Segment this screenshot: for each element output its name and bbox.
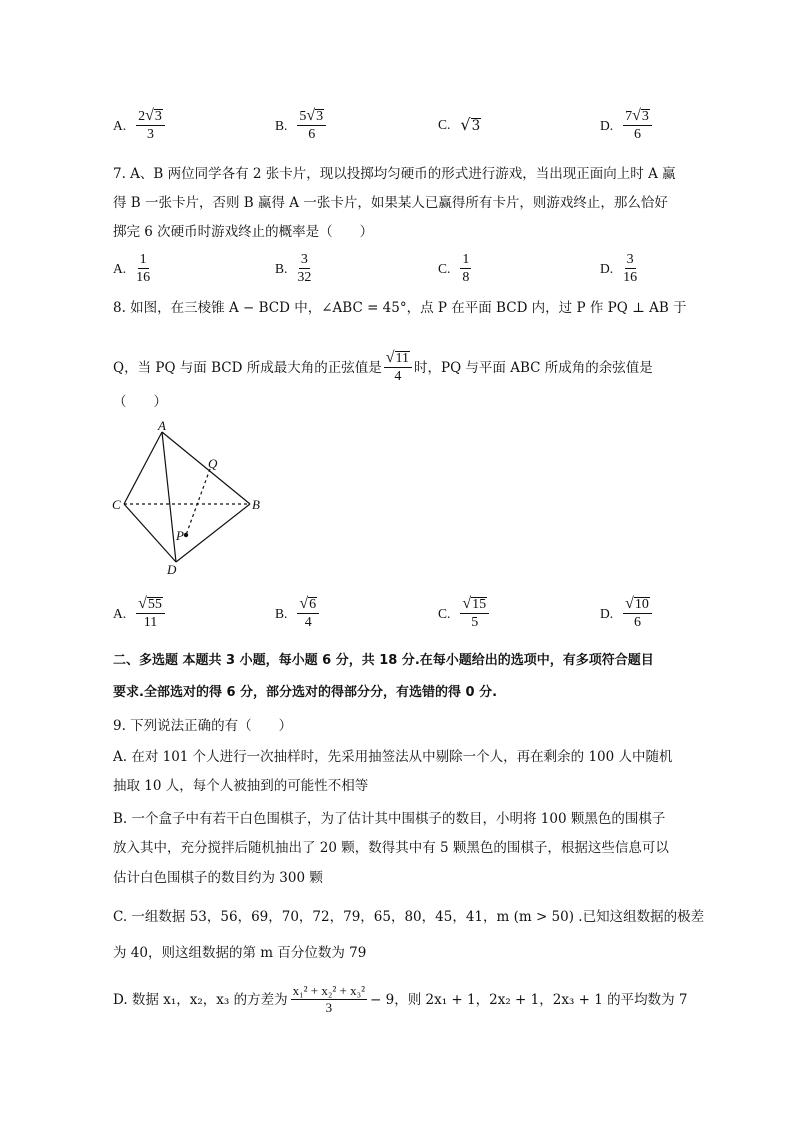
denominator: 16 bbox=[623, 270, 638, 285]
option-value bbox=[136, 108, 165, 143]
edge-AC bbox=[124, 432, 162, 504]
option-value: √ 3 bbox=[460, 115, 481, 134]
q8-option-D bbox=[600, 596, 652, 631]
label-B: B bbox=[252, 497, 260, 512]
label-A: A bbox=[158, 420, 166, 433]
q9-D-pre: D. 数据 x₁，x₂，x₃ 的方差为 bbox=[113, 991, 288, 1008]
numerator: 1 bbox=[139, 252, 147, 267]
q6-option-C bbox=[438, 117, 481, 133]
q8-option-C bbox=[438, 596, 489, 631]
q8-line2-start: Q，当 PQ 与面 BCD 所成最大角的正弦值是 bbox=[113, 359, 382, 376]
root-radicand: 3 bbox=[316, 109, 324, 124]
q8-stem-line2 bbox=[113, 350, 653, 385]
label-C: C bbox=[112, 497, 121, 512]
denominator: 11 bbox=[143, 615, 158, 630]
q9-option-B-line2: 放入其中，充分搅拌后随机抽出了 20 颗，数得其中有 5 颗黑色的围棋子，根据这些信息可以 bbox=[113, 840, 669, 856]
q7-stem-line1: 7. A、B 两位同学各有 2 张卡片，现以投掷均匀硬币的形式进行游戏，当出现正面向上时 A 赢 bbox=[113, 166, 676, 182]
q9-option-B-line3: 估计白色围棋子的数目约为 300 颗 bbox=[113, 870, 323, 886]
edge-CD bbox=[124, 504, 176, 562]
edge-AD bbox=[162, 432, 176, 562]
option-label: B. bbox=[275, 605, 288, 621]
root: √ 3 bbox=[306, 107, 324, 124]
root-radicand: 6 bbox=[309, 597, 317, 612]
option-label: D. bbox=[600, 260, 614, 276]
denominator: 3 bbox=[147, 127, 155, 142]
root-radicand: 3 bbox=[641, 109, 649, 124]
q9-D-post: − 9，则 2x₁ + 1，2x₂ + 1，2x₃ + 1 的平均数为 7 bbox=[370, 991, 688, 1008]
q8-stem-line3: （ ） bbox=[113, 394, 167, 410]
q9-option-A-line2: 抽取 10 人，每个人被抽到的可能性不相等 bbox=[113, 778, 369, 794]
option-value bbox=[297, 596, 319, 631]
root-radicand: 10 bbox=[634, 597, 649, 612]
coef: 2 bbox=[138, 109, 146, 124]
q9-option-B-line1: B. 一个盒子中有若干白色围棋子，为了估计其中围棋子的数目，小明将 100 颗黑色的围棋子 bbox=[113, 811, 666, 827]
root-radicand: 15 bbox=[472, 597, 487, 612]
option-label: B. bbox=[275, 260, 288, 276]
option-label: A. bbox=[113, 260, 127, 276]
denominator: 6 bbox=[634, 615, 642, 630]
q7-stem-line3: 掷完 6 次硬币时游戏终止的概率是（ ） bbox=[113, 224, 374, 240]
root: √ 10 bbox=[625, 595, 649, 612]
q6-option-D bbox=[600, 108, 652, 143]
option-label: B. bbox=[275, 117, 288, 133]
denominator: 6 bbox=[634, 127, 642, 142]
option-value bbox=[460, 251, 471, 286]
denominator: 6 bbox=[308, 127, 316, 142]
q8-sine-value: √ 11 4 bbox=[384, 350, 412, 385]
q9-option-A-line1: A. 在对 101 个人进行一次抽样时，先采用抽签法从中剔除一个人，再在剩余的 100 人中随机 bbox=[113, 749, 673, 765]
q9-option-D bbox=[113, 983, 688, 1016]
q7-option-D bbox=[600, 251, 637, 286]
option-value bbox=[623, 596, 652, 631]
option-value bbox=[623, 108, 652, 143]
label-Q: Q bbox=[208, 456, 218, 471]
q6-option-B bbox=[275, 108, 326, 143]
q7-stem-line2: 得 B 一张卡片，否则 B 赢得 A 一张卡片，如果某人已赢得所有卡片，则游戏终止，那么恰好 bbox=[113, 195, 668, 211]
option-value bbox=[623, 251, 637, 286]
q8-sine-den: 4 bbox=[394, 369, 402, 384]
option-label: C. bbox=[438, 117, 451, 132]
q9-D-fraction bbox=[291, 983, 367, 1016]
label-D: D bbox=[167, 562, 177, 577]
q8-option-B bbox=[275, 596, 319, 631]
section2-heading-line2: 要求.全部选对的得 6 分，部分选对的得部分分，有选错的得 0 分. bbox=[113, 685, 498, 700]
root: √ 15 bbox=[462, 595, 487, 612]
root: √ 3 bbox=[145, 107, 162, 124]
option-value bbox=[460, 596, 489, 631]
q7-option-A bbox=[113, 251, 150, 286]
option-value bbox=[297, 251, 311, 286]
numerator: 1 bbox=[462, 252, 470, 267]
q9-option-C-line1: C. 一组数据 53，56，69，70，72，79，65，80，45，41，m (m > 50) .已知这组数据的极差 bbox=[113, 909, 705, 925]
root: √ 55 bbox=[138, 595, 162, 612]
denominator: 32 bbox=[297, 270, 312, 285]
option-label: D. bbox=[600, 117, 614, 133]
denominator: 16 bbox=[136, 270, 151, 285]
q8-line2-end: 时，PQ 与平面 ABC 所成角的余弦值是 bbox=[413, 359, 653, 376]
segment-PQ bbox=[186, 469, 210, 535]
option-label: D. bbox=[600, 605, 614, 621]
option-label: A. bbox=[113, 117, 127, 133]
denominator: 4 bbox=[304, 615, 312, 630]
q7-option-C bbox=[438, 251, 471, 286]
root: √ 6 bbox=[299, 595, 317, 612]
numerator: 3 bbox=[300, 252, 308, 267]
q6-option-A bbox=[113, 108, 165, 143]
denominator: 5 bbox=[471, 615, 479, 630]
root-radicand: 3 bbox=[154, 109, 162, 124]
option-value bbox=[136, 596, 165, 631]
point-P bbox=[184, 533, 188, 537]
coef: 5 bbox=[299, 109, 307, 124]
numerator: 3 bbox=[626, 252, 634, 267]
q9-D-frac-num: x₁² + x₂² + x₃² bbox=[292, 983, 366, 998]
q8-stem-line1: 8. 如图，在三棱锥 A − BCD 中，∠ABC = 45°，点 P 在平面 BCD 内，过 P 作 PQ ⊥ AB 于 bbox=[113, 300, 687, 316]
q9-option-C-line2: 为 40，则这组数据的第 m 百分位数为 79 bbox=[113, 945, 367, 961]
q8-sine-radicand: 11 bbox=[395, 351, 409, 366]
coef: 7 bbox=[625, 109, 633, 124]
root: √ 3 bbox=[632, 107, 649, 124]
option-label: C. bbox=[438, 605, 451, 621]
option-value bbox=[136, 251, 150, 286]
label-P: P bbox=[176, 528, 184, 543]
section2-heading-line1: 二、多选题 本题共 3 小题，每小题 6 分，共 18 分.在每小题给出的选项中，有多项符合题目 bbox=[113, 653, 654, 668]
tetrahedron-figure bbox=[110, 420, 270, 580]
option-value bbox=[297, 108, 326, 143]
q7-option-B bbox=[275, 251, 311, 286]
edge-AB bbox=[162, 432, 250, 504]
q9-stem: 9. 下列说法正确的有（ ） bbox=[113, 718, 293, 734]
denominator: 8 bbox=[462, 270, 470, 285]
q8-option-A bbox=[113, 596, 165, 631]
option-value-radicand: 3 bbox=[471, 118, 481, 134]
option-label: A. bbox=[113, 605, 127, 621]
root-radicand: 55 bbox=[147, 597, 162, 612]
option-label: C. bbox=[438, 260, 451, 276]
q9-D-frac-den: 3 bbox=[325, 1000, 333, 1015]
